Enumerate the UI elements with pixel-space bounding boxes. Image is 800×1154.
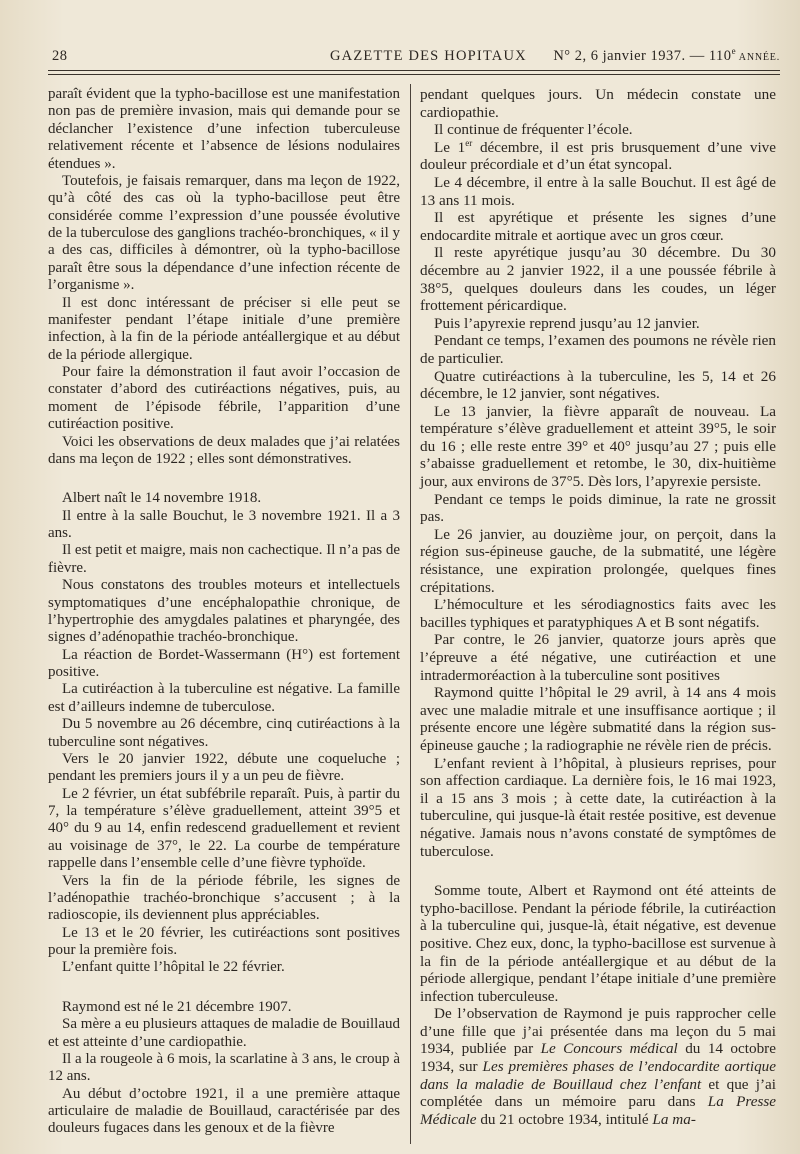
paragraph: Il reste apyrétique jusqu’au 30 décembre. Du 30 décembre au 2 janvier 1922, il a une poussée fébrile à 38°5, quelques douleurs dans les coudes, un léger frottement péricardique.	[420, 244, 776, 315]
running-header	[48, 46, 780, 68]
paragraph: Du 5 novembre au 26 décembre, cinq cutiréactions à la tuberculine sont négatives.	[48, 716, 400, 750]
paragraph: L’enfant revient à l’hôpital, à plusieurs reprises, pour son affection cardiaque. La dernière fois, le 16 mai 1923, il a 15 ans 3 mois ; à cette date, la cutiréaction à la tuberculine, qui jusque-là était restée positive, est devenue négative. Jamais nous n’avons constaté de symptômes de tuberculose.	[420, 754, 776, 860]
paragraph: paraît évident que la typho-bacillose est une manifestation non pas de première invasion, mais qui demande pour se déclancher l’existence d’une infection tuberculeuse relativement récente et l’absence de lésions nodulaires étendues ».	[48, 86, 400, 172]
right-column	[420, 86, 776, 1128]
issue-date: N° 2, 6 janvier 1937. — 110	[553, 48, 732, 64]
paragraph: Sa mère a eu plusieurs attaques de maladie de Bouillaud et est atteinte d’une cardiopathie.	[48, 1016, 400, 1050]
column-divider	[410, 84, 411, 1144]
paragraph: Albert naît le 14 novembre 1918.	[62, 490, 262, 507]
text-run: du 21 octobre 1934, intitulé	[476, 1110, 653, 1128]
paragraph: Pendant ce temps, l’examen des poumons ne révèle rien de particulier.	[420, 332, 776, 367]
paragraph: Vers la fin de la période fébrile, les signes de l’adénopathie trachéo-bronchique s’accusent ; à la radioscopie, ils deviennent plus appréciables.	[48, 872, 400, 924]
text-run: Le 1	[434, 138, 466, 156]
paragraph: Le 2 février, un état subfébrile reparaît. Puis, à partir du 7, la température s’élève graduellement, atteint 39°5 et 40° du 9 au 14, enfin redescend graduellement et revient au voisinage de 37°, le 22. La courbe de température rappelle dans l’ensemble celle d’une fièvre typhoïde.	[48, 785, 400, 872]
paragraph: Somme toute, Albert et Raymond ont été atteints de typho-bacillose. Pendant la période fébrile, la cutiréaction à la tuberculine qui, jusque-là, était négative, est devenue positive. Chez eux, donc, la typho-bacillose est survenue à la fin de la période antéallergique et au début de la période allergique, pendant l’étape initiale d’une première infection tuberculeuse.	[420, 882, 776, 1005]
paragraph: Vers le 20 janvier 1922, débute une coqueluche ; pendant les premiers jours il y a un peu de fièvre.	[48, 750, 400, 785]
text-run: De l’observation de Raymond je puis rapprocher celle d’une fille que j’ai présentée dans ma leçon du 5 mai 1934, publiée par	[420, 1005, 776, 1058]
issue-info	[553, 48, 780, 65]
paragraph: Voici les observations de deux malades que j’ai relatées dans ma leçon de 1922 ; elles sont démonstratives.	[48, 433, 400, 467]
paragraph: L’enfant quitte l’hôpital le 22 février.	[62, 959, 285, 976]
paragraph: Raymond quitte l’hôpital le 29 avril, à 14 ans 4 mois avec une maladie mitrale et une insuffisance aortique ; il présente encore une légère submatité dans la région sus-épineuse gauche ; la radiographie ne révèle rien de précis.	[420, 684, 776, 754]
paragraph: Il est apyrétique et présente les signes d’une endocardite mitrale et aortique avec un gros cœur.	[420, 209, 776, 244]
issue-year-label: ANNÉE.	[736, 52, 780, 63]
paragraph: Le 13 janvier, la fièvre apparaît de nouveau. La température s’élève graduellement et atteint 39°5, le soir du 16 ; elle reste entre 39° et 40° jusqu’au 27 ; puis elle s’abaisse graduellement et retombe, le 30, dix-huitième jour, aux environs de 37°5. Dès lors, l’apyrexie persiste.	[420, 402, 776, 491]
page-number: 28	[52, 48, 68, 64]
paragraph: Le 4 décembre, il entre à la salle Bouchut. Il est âgé de 13 ans 11 mois.	[420, 173, 776, 209]
text-run: décembre, il est pris brusquement d’une vive douleur précordiale et d’un état syncopal.	[420, 138, 776, 174]
text-run: et que j’ai complétée dans un mémoire paru dans	[420, 1075, 776, 1111]
paragraph: Il entre à la salle Bouchut, le 3 novembre 1921. Il a 3 ans.	[48, 507, 400, 541]
left-column	[48, 86, 400, 1138]
article-citation: La ma-	[652, 1110, 696, 1128]
header-rule-thin	[48, 74, 780, 75]
paragraph	[420, 1005, 776, 1128]
article-citation: Les premières phases de l’endocardite aortique dans la maladie de Bouillaud chez l’enfant	[420, 1058, 776, 1093]
paragraph: Il a la rougeole à 6 mois, la scarlatine à 3 ans, le croup à 12 ans.	[48, 1050, 400, 1085]
superscript: er	[465, 137, 473, 148]
journal-title: GAZETTE DES HOPITAUX	[330, 48, 527, 64]
journal-citation: La Presse Médicale	[420, 1093, 777, 1128]
paragraph: L’hémoculture et les sérodiagnostics faits avec les bacilles typhiques et paratyphiques A et B sont négatifs.	[420, 596, 776, 631]
text-run: du 14 octobre 1934, sur	[420, 1040, 776, 1076]
paragraph: Il est petit et maigre, mais non cachectique. Il n’a pas de fièvre.	[48, 542, 400, 576]
paragraph: pendant quelques jours. Un médecin constate une cardiopathie.	[420, 86, 776, 121]
paragraph: Puis l’apyrexie reprend jusqu’au 12 janvier.	[434, 314, 700, 332]
paragraph: La réaction de Bordet-Wassermann (H°) est fortement positive.	[48, 646, 400, 680]
paragraph: Pour faire la démonstration il faut avoir l’occasion de constater d’abord des cutiréactions négatives, puis, au moment de l’épisode fébrile, l’apparition d’une cutiréaction positive.	[48, 364, 400, 433]
paragraph: Il continue de fréquenter l’école.	[434, 121, 633, 139]
paragraph: Le 13 et le 20 février, les cutiréactions sont positives pour la première fois.	[48, 924, 400, 958]
paragraph: Pendant ce temps le poids diminue, la rate ne grossit pas.	[420, 490, 776, 526]
paragraph	[420, 139, 776, 174]
paragraph: Toutefois, je faisais remarquer, dans ma leçon de 1922, qu’à côté des cas où la typho-bacillose peut être considérée comme l’expression d’une poussée évolutive de la tuberculose des ganglions trachéo-bronchiques, « il y a des cas, difficiles à démontrer, où la typho-bacillose paraît être sous la dépendance d’une infection récente de l’organisme ».	[48, 172, 400, 294]
paragraph: Par contre, le 26 janvier, quatorze jours après que l’épreuve a été négative, une cutiréaction et une intradermoréaction à la tuberculine sont positives	[420, 631, 776, 684]
paragraph: Au début d’octobre 1921, il a une première attaque articulaire de maladie de Bouillaud, caractérisée par des douleurs fugaces dans les genoux et de la fièvre	[48, 1085, 400, 1137]
header-rule	[48, 70, 780, 71]
paragraph: La cutiréaction à la tuberculine est négative. La famille est d’ailleurs indemne de tuberculose.	[48, 681, 400, 715]
paragraph: Raymond est né le 21 décembre 1907.	[62, 998, 292, 1015]
paragraph: Il est donc intéressant de préciser si elle peut se manifester pendant l’étape initiale d’une première infection, à la fin de la période antéallergique et au début de la période allergique.	[48, 294, 400, 363]
paragraph: Nous constatons des troubles moteurs et intellectuels symptomatiques d’une encéphalopathie chronique, de l’hypertrophie des amygdales palatines et pharyngée, des signes d’adénopathie trachéo-bronchique.	[48, 577, 400, 646]
paragraph: Le 26 janvier, au douzième jour, on perçoit, dans la région sus-épineuse gauche, de la submatité, une légère résistance, une expiration prolongée, quelques fines crépitations.	[420, 525, 776, 596]
issue-sup: e	[731, 46, 737, 57]
journal-citation: Le Concours médical	[540, 1040, 678, 1058]
paragraph: Quatre cutiréactions à la tuberculine, les 5, 14 et 26 décembre, le 12 janvier, sont négatives.	[420, 367, 776, 403]
